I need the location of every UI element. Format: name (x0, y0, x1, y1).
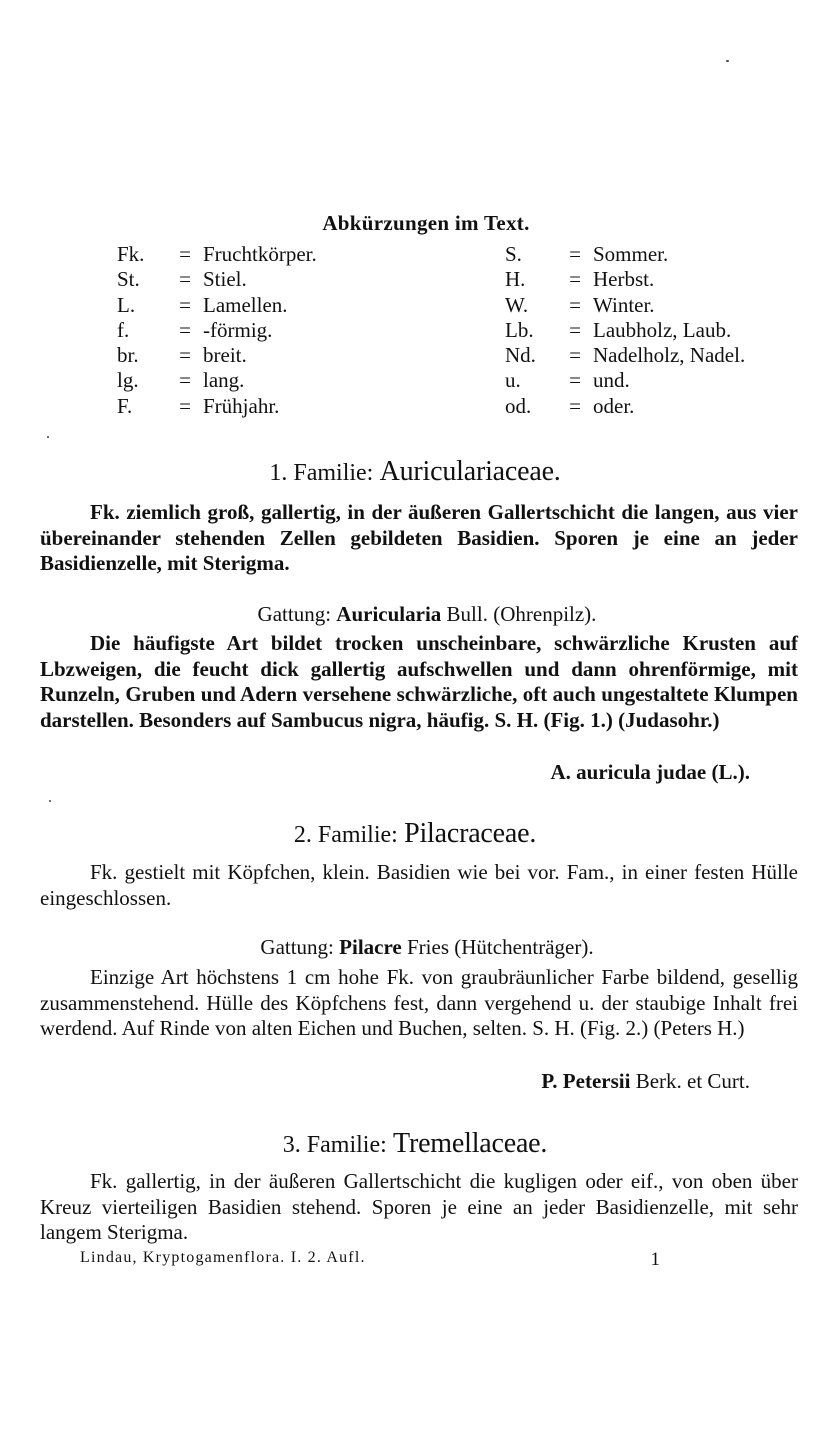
abbreviation-row (117, 343, 417, 368)
abbreviation-row (505, 318, 815, 343)
abbreviation-row (505, 242, 815, 267)
abbreviation-key: H. (505, 267, 526, 292)
abbreviation-value: Herbst. (593, 267, 655, 292)
family-2-description: Fk. gestielt mit Köpfchen, klein. Basidien wie bei vor. Fam., in einer festen Hülle eingeschlossen. (40, 860, 798, 910)
abbreviation-value: Sommer. (593, 242, 669, 266)
family-3-description: Fk. gallertig, in der äußeren Gallertschicht die kugligen oder eif., von oben über Kreuz vierteiligen Basidien stehend. Sporen je eine an jeder Basidienzelle, mit sehr langem Sterigma. (40, 1169, 798, 1244)
abbreviation-key: br. (117, 343, 139, 368)
family-1-description: Fk. ziemlich groß, gallertig, in der äußeren Gallertschicht die langen, aus vier übereinander stehenden Zellen gebildeten Basidien. Sporen je eine an jeder Basidienzelle, mit Sterigma. (40, 500, 798, 575)
abbreviation-key: L. (117, 292, 136, 317)
family-3-heading (0, 1128, 830, 1160)
abbreviation-value: Stiel. (203, 267, 247, 292)
abbreviations-right-column (505, 242, 815, 419)
family-2-heading (0, 818, 830, 850)
abbreviation-value: oder. (593, 393, 635, 418)
genus-prefix: Gattung: (260, 935, 334, 959)
equals-sign: = (569, 242, 581, 266)
abbreviation-key: Nd. (505, 343, 536, 368)
abbreviation-key: f. (117, 317, 130, 342)
equals-sign: = (179, 393, 191, 418)
family-1-species-text: Die häufigste Art bildet trocken unscheinbare, schwärzliche Krusten auf Lbzweigen, die feucht dick gallertig aufschwellen und dann ohrenförmige, mit Runzeln, Gruben und Adern versehene schwärzliche, oft auch ungestaltete Klumpen darstellen. Besonders auf Sambucus nigra, häufig. S. H. (Fig. 1.) (Judasohr.) (40, 631, 798, 732)
equals-sign: = (179, 242, 191, 266)
family-2-species-text: Einzige Art höchstens 1 cm hohe Fk. von graubräunlicher Farbe bildend, gesellig zusammenstehend. Hülle des Köpfchens fest, dann vergehend u. der staubige Inhalt frei werdend. Auf Rinde von alten Eichen und Buchen, selten. S. H. (Fig. 2.) (Peters H.) (40, 965, 798, 1040)
equals-sign: = (179, 292, 191, 317)
abbreviation-value: Nadelholz, Nadel. (593, 343, 746, 368)
abbreviation-value: lang. (203, 368, 245, 393)
scan-speck (49, 800, 51, 802)
scan-speck (726, 60, 729, 62)
abbreviation-value: Lamellen. (203, 292, 288, 317)
abbreviation-row (117, 318, 417, 343)
family-name: Tremellaceae. (393, 1128, 548, 1159)
abbreviation-value: breit. (203, 343, 247, 368)
abbreviation-row (117, 293, 417, 318)
abbreviation-value: und. (593, 368, 630, 393)
family-2-species-name (541, 1069, 750, 1094)
abbreviation-row (117, 394, 417, 419)
abbreviation-row (505, 394, 815, 419)
abbreviations-title: Abkürzungen im Text. (322, 211, 530, 235)
equals-sign: = (179, 317, 191, 342)
family-1-species-name: A. auricula judae (L.). (550, 760, 750, 784)
printer-signature: Lindau, Kryptogamenflora. I. 2. Aufl. (80, 1249, 366, 1266)
abbreviation-row (117, 267, 417, 292)
species-author: Berk. et Curt. (635, 1069, 750, 1093)
abbreviation-key: Fk. (117, 242, 145, 266)
abbreviation-row (505, 368, 815, 393)
species-name: P. Petersii (541, 1069, 631, 1093)
family-number: 2. Familie: (293, 822, 398, 848)
abbreviation-row (505, 293, 815, 318)
abbreviation-value: Frühjahr. (203, 393, 280, 418)
genus-suffix: Fries (Hütchenträger). (407, 935, 594, 959)
abbreviation-row (117, 368, 417, 393)
equals-sign: = (179, 267, 191, 292)
abbreviation-key: u. (505, 368, 521, 393)
abbreviation-key: W. (505, 292, 529, 317)
abbreviation-value: Laubholz, Laub. (593, 317, 732, 342)
equals-sign: = (569, 393, 581, 418)
family-name: Auriculariaceae. (379, 456, 561, 487)
abbreviation-key: S. (505, 242, 522, 266)
genus-suffix: Bull. (Ohrenpilz). (446, 602, 597, 626)
equals-sign: = (569, 368, 581, 393)
abbreviation-row (117, 242, 417, 267)
abbreviation-key: F. (117, 393, 133, 418)
page-footer (80, 1249, 660, 1271)
abbreviation-key: Lb. (505, 317, 534, 342)
abbreviation-row (505, 267, 815, 292)
genus-name: Auricularia (336, 602, 442, 626)
page-number: 1 (650, 1249, 660, 1270)
abbreviations-left-column (117, 242, 417, 419)
family-number: 3. Familie: (282, 1132, 387, 1158)
family-1-genus-line (0, 602, 830, 627)
scan-speck (47, 436, 49, 438)
equals-sign: = (569, 343, 581, 368)
family-1-heading (0, 456, 830, 488)
abbreviation-key: St. (117, 267, 140, 292)
equals-sign: = (569, 267, 581, 292)
genus-name: Pilacre (339, 935, 402, 959)
family-name: Pilacraceae. (404, 818, 537, 849)
equals-sign: = (179, 343, 191, 368)
equals-sign: = (569, 292, 581, 317)
abbreviation-value: -förmig. (203, 317, 273, 342)
family-number: 1. Familie: (269, 460, 374, 486)
equals-sign: = (179, 368, 191, 393)
abbreviation-value: Winter. (593, 292, 655, 317)
genus-prefix: Gattung: (257, 602, 332, 626)
abbreviation-value: Fruchtkörper. (203, 242, 317, 266)
equals-sign: = (569, 317, 581, 342)
abbreviation-key: od. (505, 393, 532, 418)
abbreviation-row (505, 343, 815, 368)
family-2-genus-line (0, 935, 830, 960)
abbreviation-key: lg. (117, 368, 139, 393)
